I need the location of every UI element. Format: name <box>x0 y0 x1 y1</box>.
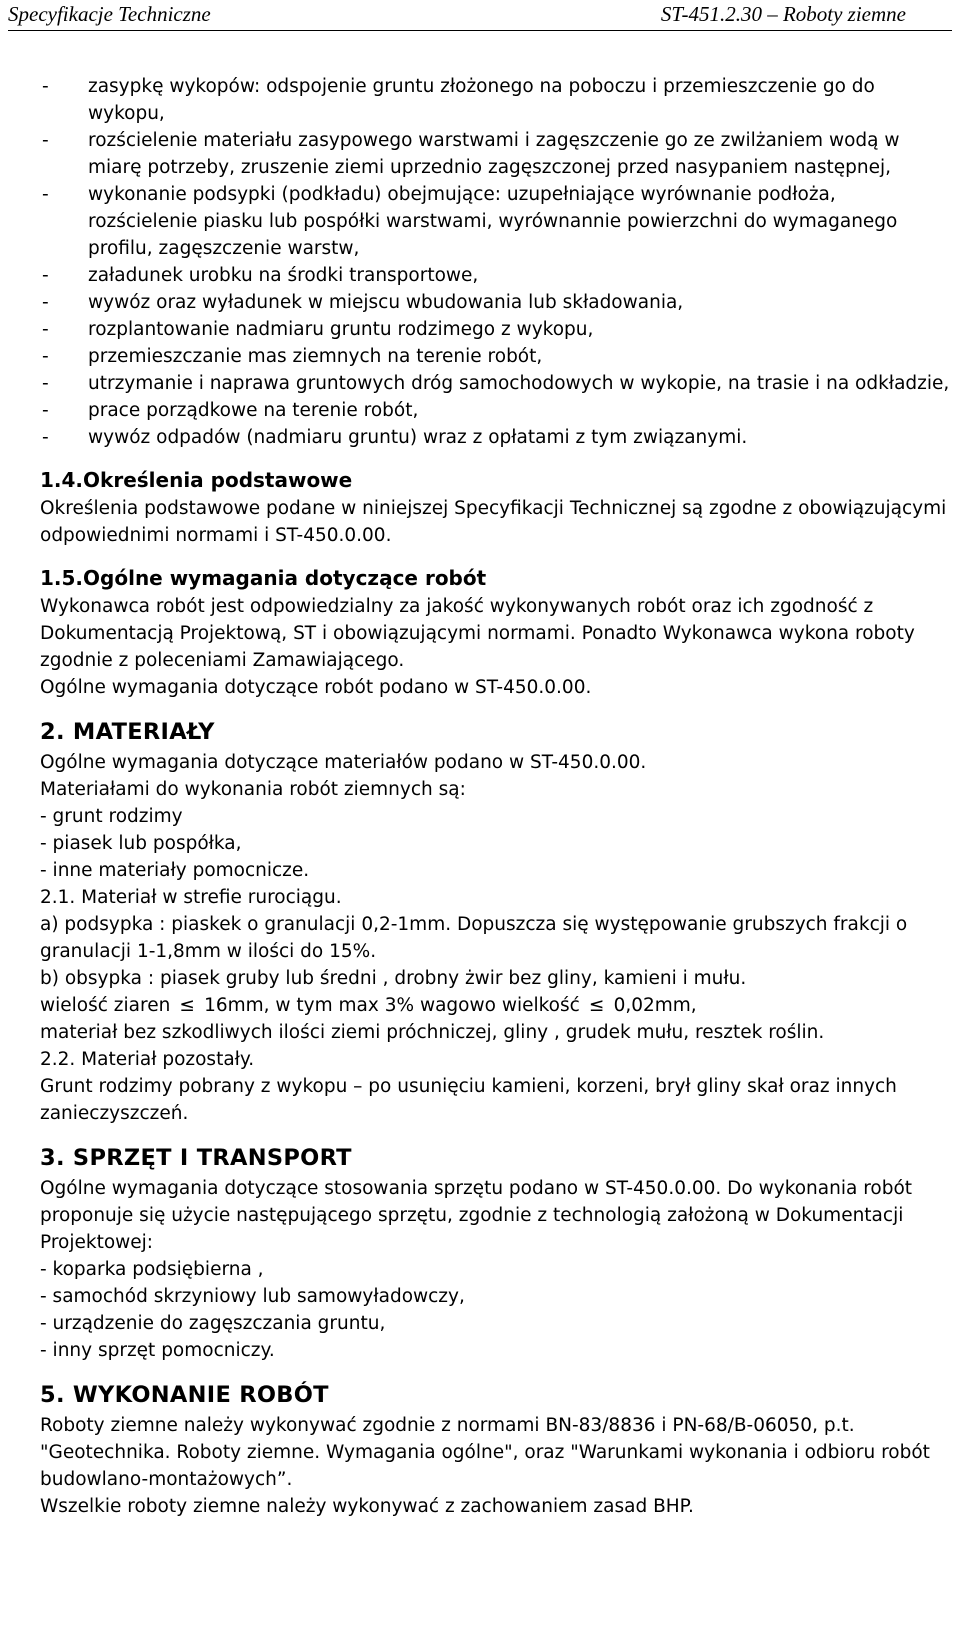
header-doc-code: ST-451.2.30 – Roboty ziemne <box>660 2 906 26</box>
less-equal-symbol: ≤ <box>179 995 195 1016</box>
execution-line: Roboty ziemne należy wykonywać zgodnie z normami BN-83/8836 i PN-68/B-06050, p.t. "Geotechnika. Roboty ziemne. Wymagania ogólne", oraz "Warunkami wykonania i odbioru robót budowlano-montażowych”. <box>40 1415 930 1490</box>
materials-line: materiał bez szkodliwych ilości ziemi próchniczej, gliny , grudek mułu, resztek roślin. <box>40 1022 825 1043</box>
grain-size-line: wielość ziaren ≤ 16mm, w tym max 3% wagowo wielkość ≤ 0,02mm, <box>40 992 950 1019</box>
list-item: - wywóz odpadów (nadmiaru gruntu) wraz z opłatami z tym związanymi. <box>42 427 748 448</box>
materials-line: Materiałami do wykonania robót ziemnych są: <box>40 779 466 800</box>
page-header <box>8 0 952 31</box>
section-heading-2: 2. MATERIAŁY <box>40 719 215 745</box>
materials-line: Ogólne wymagania dotyczące materiałów podano w ST-450.0.00. <box>40 752 647 773</box>
materials-line: b) obsypka : piasek gruby lub średni , drobny żwir bez gliny, kamieni i mułu. <box>40 968 747 989</box>
list-item: - wywóz oraz wyładunek w miejscu wbudowania lub składowania, <box>42 292 684 313</box>
section-1-5-text: Ogólne wymagania dotyczące robót podano w ST-450.0.00. <box>40 677 592 698</box>
list-item: - rozścielenie materiału zasypowego warstwami i zagęszczenie go ze zwilżaniem wodą w miarę potrzeby, zruszenie ziemi uprzednio zagęszczonej przed nasypaniem następnej, <box>42 130 900 178</box>
list-item: - przemieszczanie mas ziemnych na terenie robót, <box>42 346 543 367</box>
materials-line: - inne materiały pomocnicze. <box>40 860 310 881</box>
section-1-4-text: Określenia podstawowe podane w niniejszej Specyfikacji Technicznej są zgodne z obowiązującymi odpowiednimi normami i ST-450.0.00. <box>40 498 947 546</box>
section-1-5-text: Wykonawca robót jest odpowiedzialny za jakość wykonywanych robót oraz ich zgodność z Dokumentacją Projektową, ST i obowiązującymi normami. Ponadto Wykonawca wykona roboty zgodnie z poleceniami Zamawiającego. <box>40 596 915 671</box>
section-heading-1-4: 1.4.Określenia podstawowe <box>40 468 353 492</box>
equipment-line: - inny sprzęt pomocniczy. <box>40 1340 275 1361</box>
materials-line: a) podsypka : piaskek o granulacji 0,2-1mm. Dopuszcza się występowanie grubszych frakcji o granulacji 1-1,8mm w ilości do 15%. <box>40 914 908 962</box>
equipment-line: - samochód skrzyniowy lub samowyładowczy, <box>40 1286 465 1307</box>
equipment-line: - koparka podsiębierna , <box>40 1259 264 1280</box>
header-title: Specyfikacje Techniczne <box>8 2 211 26</box>
section-heading-1-5: 1.5.Ogólne wymagania dotyczące robót <box>40 566 487 590</box>
section-heading-3: 3. SPRZĘT I TRANSPORT <box>40 1145 352 1171</box>
materials-line: 2.1. Materiał w strefie rurociągu. <box>40 887 342 908</box>
equipment-line: Ogólne wymagania dotyczące stosowania sprzętu podano w ST-450.0.00. Do wykonania robót proponuje się użycie następującego sprzętu, zgodnie z technologią założoną w Dokumentacji Projektowej: <box>40 1178 913 1253</box>
materials-line: - grunt rodzimy <box>40 806 183 827</box>
document-body <box>40 73 950 1520</box>
materials-line: Grunt rodzimy pobrany z wykopu – po usunięciu kamieni, korzeni, brył gliny skał oraz innych zanieczyszczeń. <box>40 1076 897 1124</box>
list-item: - utrzymanie i naprawa gruntowych dróg samochodowych w wykopie, na trasie i na odkładzie, <box>42 373 950 394</box>
equipment-line: - urządzenie do zagęszczania gruntu, <box>40 1313 386 1334</box>
list-item: - prace porządkowe na terenie robót, <box>42 400 419 421</box>
list-item: - załadunek urobku na środki transportowe, <box>42 265 479 286</box>
materials-line: 2.2. Materiał pozostały. <box>40 1049 255 1070</box>
section-heading-5: 5. WYKONANIE ROBÓT <box>40 1382 329 1408</box>
materials-line: - piasek lub pospółka, <box>40 833 242 854</box>
list-item: - zasypkę wykopów: odspojenie gruntu złożonego na poboczu i przemieszczenie go do wykopu, <box>42 76 875 124</box>
list-item: - wykonanie podsypki (podkładu) obejmujące: uzupełniające wyrównanie podłoża, rozścielenie piasku lub pospółki warstwami, wyrównannie powierzchni do wymaganego profilu, zagęszczenie warstw, <box>42 184 898 259</box>
less-equal-symbol: ≤ <box>588 995 605 1016</box>
list-item: - rozplantowanie nadmiaru gruntu rodzimego z wykopu, <box>42 319 594 340</box>
scope-list <box>40 73 950 451</box>
execution-line: Wszelkie roboty ziemne należy wykonywać z zachowaniem zasad BHP. <box>40 1496 694 1517</box>
